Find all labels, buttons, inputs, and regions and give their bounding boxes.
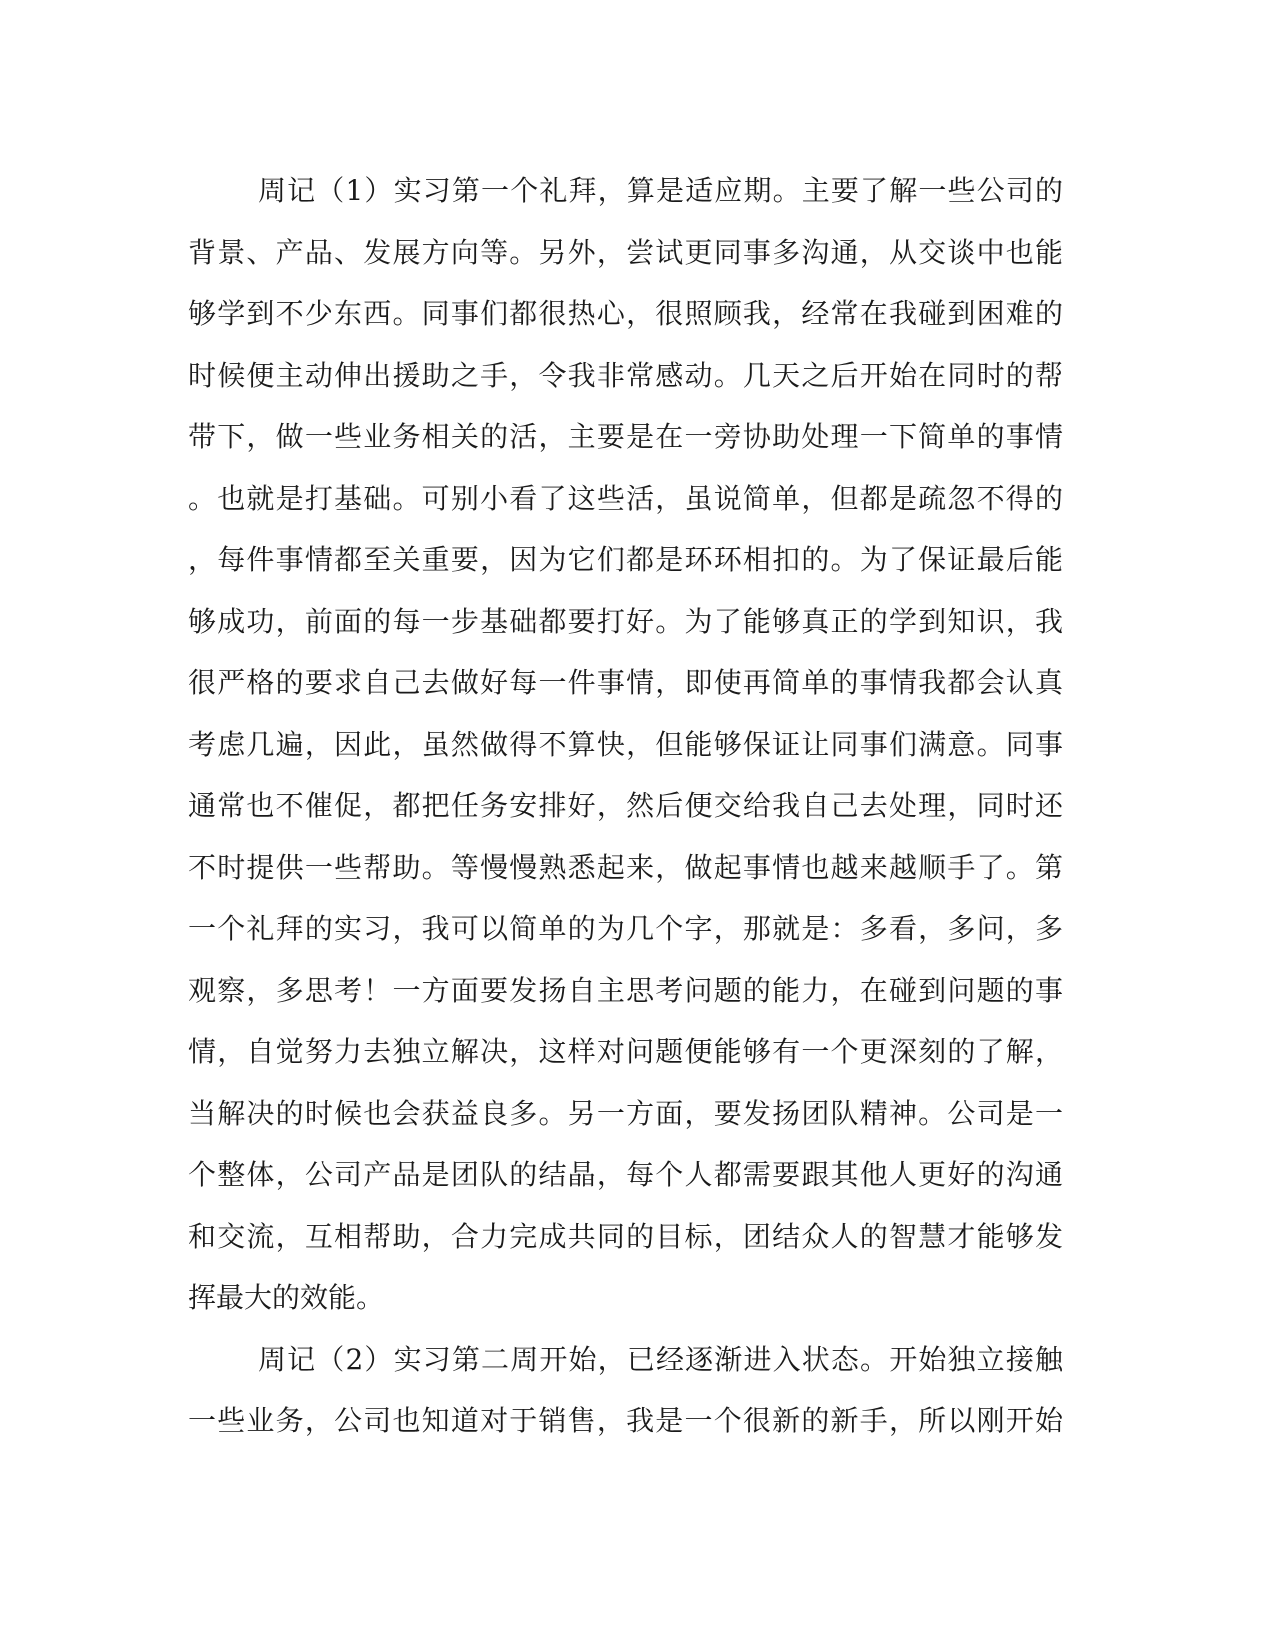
paragraph-1-line-15: 情，自觉努力去独立解决，这样对问题便能够有一个更深刻的了解，	[188, 1035, 1063, 1068]
paragraph-2-line-1: 周记（2）实习第二周开始，已经逐渐进入状态。开始独立接触	[258, 1342, 1063, 1376]
paragraph-1-line-10: 考虑几遍，因此，虽然做得不算快，但能够保证让同事们满意。同事	[188, 727, 1063, 761]
paragraph-1-line-7: ，每件事情都至关重要，因为它们都是环环相扣的。为了保证最后能	[188, 543, 1063, 576]
document-body	[188, 160, 1063, 1452]
paragraph-1-line-6: 。也就是打基础。可别小看了这些活，虽说简单，但都是疏忽不得的	[188, 481, 1063, 515]
paragraph-1-line-17: 个整体，公司产品是团队的结晶，每个人都需要跟其他人更好的沟通	[188, 1158, 1063, 1191]
paragraph-1-line-11: 通常也不催促，都把任务安排好，然后便交给我自己去处理，同时还	[188, 789, 1063, 822]
paragraph-1-line-8: 够成功，前面的每一步基础都要打好。为了能够真正的学到知识，我	[188, 604, 1063, 638]
paragraph-1-line-19: 挥最大的效能。	[188, 1281, 385, 1314]
paragraph-1-line-12: 不时提供一些帮助。等慢慢熟悉起来，做起事情也越来越顺手了。第	[188, 850, 1063, 884]
paragraph-1-line-4: 时候便主动伸出援助之手，令我非常感动。几天之后开始在同时的帮	[188, 358, 1063, 392]
paragraph-1-line-14: 观察，多思考！一方面要发扬自主思考问题的能力，在碰到问题的事	[188, 973, 1063, 1007]
paragraph-1-line-3: 够学到不少东西。同事们都很热心，很照顾我，经常在我碰到困难的	[188, 297, 1063, 330]
paragraph-1-line-9: 很严格的要求自己去做好每一件事情，即使再简单的事情我都会认真	[188, 666, 1063, 699]
paragraph-1-line-18: 和交流，互相帮助，合力完成共同的目标，团结众人的智慧才能够发	[188, 1219, 1063, 1253]
paragraph-1-line-5: 带下，做一些业务相关的活，主要是在一旁协助处理一下简单的事情	[188, 420, 1063, 453]
paragraph-1-line-13: 一个礼拜的实习，我可以简单的为几个字，那就是：多看，多问，多	[188, 912, 1063, 945]
paragraph-1-line-16: 当解决的时候也会获益良多。另一方面，要发扬团队精神。公司是一	[188, 1096, 1063, 1130]
paragraph-1-line-1: 周记（1）实习第一个礼拜，算是适应期。主要了解一些公司的	[258, 174, 1063, 207]
paragraph-1-line-2: 背景、产品、发展方向等。另外，尝试更同事多沟通，从交谈中也能	[188, 235, 1063, 269]
paragraph-2-line-2: 一些业务，公司也知道对于销售，我是一个很新的新手，所以刚开始	[188, 1404, 1063, 1437]
